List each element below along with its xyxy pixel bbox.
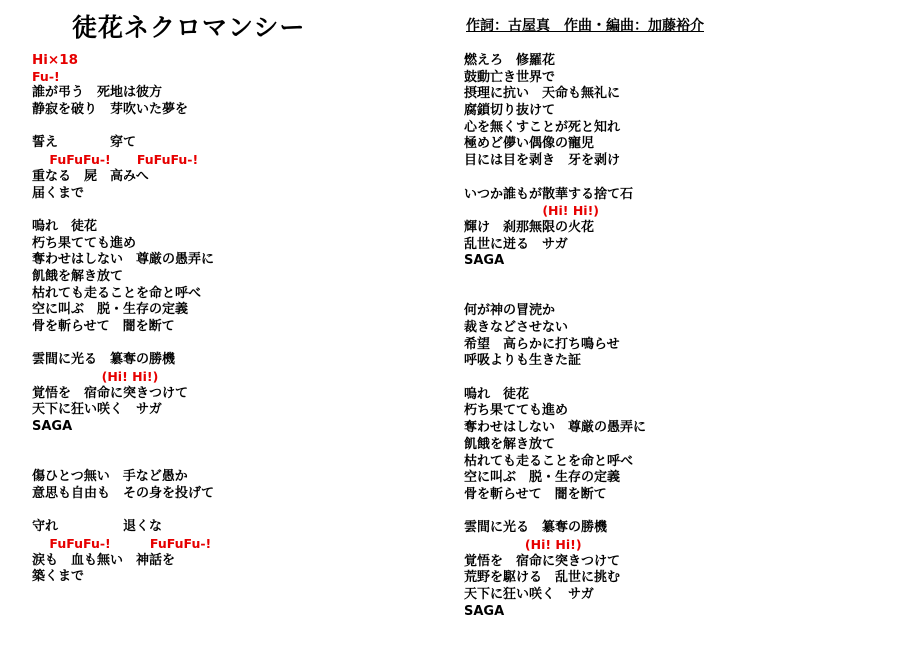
lyrics-right-column xyxy=(464,53,884,620)
lyric-line: 飢餓を解き放て xyxy=(464,436,556,452)
lyric-line: 築くまで xyxy=(32,569,85,585)
lyric-line: 涙も 血も無い 神話を xyxy=(32,552,176,568)
stanza-break xyxy=(32,503,452,520)
stanza-break xyxy=(32,436,452,469)
lyric-line: 奪わせはしない 尊厳の愚弄に xyxy=(32,252,215,268)
lyric-line: 飢餓を解き放て xyxy=(32,268,124,284)
lyric-line: 希望 高らかに打ち鳴らせ xyxy=(464,336,620,352)
lyric-line: 鼓動亡き世界で xyxy=(464,69,556,85)
stanza-break xyxy=(32,336,452,353)
lyric-line: 朽ち果てても進め xyxy=(32,235,137,251)
stanza-break xyxy=(464,370,884,387)
lyric-line: 荒野を駆ける 乱世に挑む xyxy=(464,570,621,586)
lyric-line: 天下に狂い咲く サガ xyxy=(464,587,594,603)
song-title: 徒花ネクロマンシー xyxy=(72,13,306,42)
lyric-line: SAGA xyxy=(32,419,73,435)
lyric-line: いつか誰もが散華する捨て石 xyxy=(464,186,634,202)
lyric-line: 覚悟を 宿命に突きつけて xyxy=(32,385,189,401)
lyric-line: 心を無くすことが死と知れ xyxy=(464,119,621,135)
lyric-line: 極めど儚い偶像の寵児 xyxy=(464,136,595,152)
lyric-line: 天下に狂い咲く サガ xyxy=(32,402,162,418)
lyric-line: 雲間に光る 簒奪の勝機 xyxy=(32,352,176,368)
lyric-line: SAGA xyxy=(464,253,505,269)
lyric-line: Hi×18 xyxy=(32,52,79,68)
lyric-line: 輝け 刹那無限の火花 xyxy=(464,219,595,235)
stanza-break xyxy=(32,202,452,219)
lyric-line: 朽ち果てても進め xyxy=(464,403,569,419)
lyric-line: (Hi! Hi!) xyxy=(464,203,600,219)
lyric-line: 乱世に迸る サガ xyxy=(464,236,568,252)
lyric-line: 誰が弔う 死地は彼方 xyxy=(32,85,163,101)
lyric-line: (Hi! Hi!) xyxy=(464,536,582,552)
lyric-line: 呼吸よりも生きた証 xyxy=(464,353,582,369)
lyric-line: 燃えろ 修羅花 xyxy=(464,53,556,68)
lyric-line: 守れ 退くな xyxy=(32,519,163,535)
lyric-line: Fu-! xyxy=(32,68,60,84)
lyric-line: 枯れても走ることを命と呼べ xyxy=(464,453,634,469)
lyric-line: 骨を斬らせて 闇を断て xyxy=(32,319,175,334)
lyric-line: 傷ひとつ無い 手など愚か xyxy=(32,469,188,485)
stanza-break xyxy=(464,270,884,303)
lyric-line: 奪わせはしない 尊厳の愚弄に xyxy=(464,420,647,436)
lyric-line: 覚悟を 宿命に突きつけて xyxy=(464,553,621,569)
lyrics-left-column xyxy=(32,52,452,586)
lyric-line: 骨を斬らせて 闇を断て xyxy=(464,486,607,502)
lyric-line: 雲間に光る 簒奪の勝機 xyxy=(464,520,608,536)
lyric-line: 目には目を剥き 牙を剥け xyxy=(464,153,621,169)
lyric-line: (Hi! Hi!) xyxy=(32,369,159,385)
lyric-line: 空に叫ぶ 脱・生存の定義 xyxy=(32,302,189,318)
stanza-break xyxy=(32,119,452,136)
lyric-line: 嗚れ 徒花 xyxy=(464,386,530,402)
lyric-line: 重なる 屍 高みへ xyxy=(32,168,149,184)
stanza-break xyxy=(464,504,884,521)
lyric-line: 嗚れ 徒花 xyxy=(32,218,98,234)
lyric-line: 届くまで xyxy=(32,185,85,201)
lyric-line: 空に叫ぶ 脱・生存の定義 xyxy=(464,470,621,486)
lyric-line: 何が神の冒涜か xyxy=(464,303,556,319)
lyric-line: FuFuFu-! FuFuFu-! xyxy=(32,535,212,551)
lyric-line: 意思も自由も その身を投げて xyxy=(32,485,215,501)
song-credits: 作詞：古屋真 作曲・編曲：加藤裕介 xyxy=(466,18,704,34)
lyric-line: 誓え 穿て xyxy=(32,135,137,151)
stanza-break xyxy=(464,170,884,187)
lyric-line: SAGA xyxy=(464,603,505,619)
lyric-line: FuFuFu-! FuFuFu-! xyxy=(32,152,199,168)
lyric-line: 腐鎖切り抜けて xyxy=(464,103,556,119)
lyric-line: 枯れても走ることを命と呼べ xyxy=(32,285,202,301)
lyric-line: 裁きなどさせない xyxy=(464,320,569,336)
lyric-line: 摂理に抗い 天命も無礼に xyxy=(464,86,621,102)
lyric-line: 静寂を破り 芽吹いた夢を xyxy=(32,102,189,118)
